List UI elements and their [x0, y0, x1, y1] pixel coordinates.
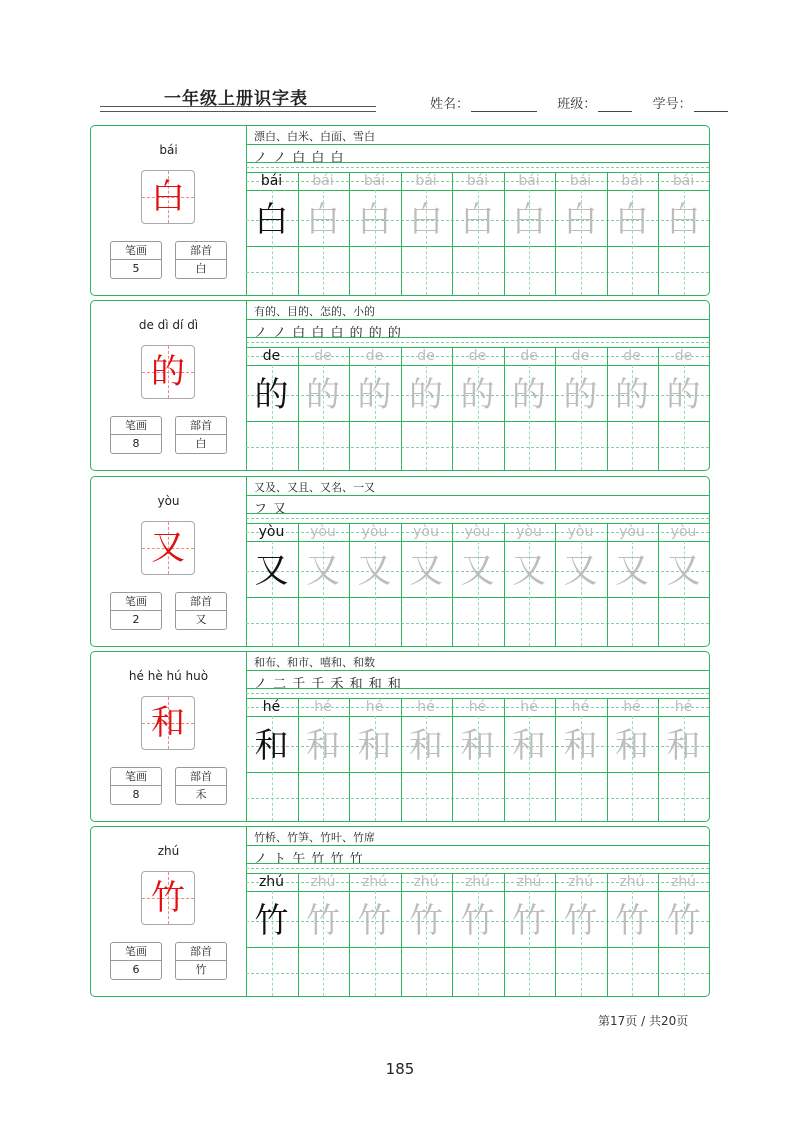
practice-pinyin: yòu	[464, 524, 491, 540]
practice-char[interactable]: 白	[563, 200, 598, 240]
char-glyph: 白	[151, 177, 185, 217]
char-pinyin: zhú	[157, 844, 180, 858]
practice-char[interactable]: 又	[615, 551, 649, 591]
char-pinyin: yòu	[157, 494, 180, 508]
practice-char: 的	[254, 375, 289, 415]
practice-char[interactable]: 和	[306, 726, 340, 766]
radical-box	[175, 416, 227, 454]
char-glyph: 竹	[151, 878, 185, 918]
char-card	[90, 476, 710, 647]
char-box	[141, 521, 195, 575]
radical-value: 禾	[195, 788, 207, 801]
page-number: 185	[385, 1060, 415, 1078]
stroke-count-value: 8	[132, 437, 140, 450]
student-info	[430, 93, 728, 112]
practice-pinyin: yòu	[258, 524, 285, 540]
stroke-order: フ 又	[254, 502, 288, 517]
practice-pinyin: yòu	[361, 524, 388, 540]
practice-pinyin: zhú	[567, 874, 594, 890]
practice-pinyin: de	[623, 348, 641, 364]
practice-char[interactable]: 竹	[512, 901, 546, 941]
char-pinyin: bái	[159, 143, 178, 157]
name-field[interactable]	[471, 99, 537, 112]
practice-char[interactable]: 竹	[460, 901, 495, 941]
practice-pinyin: hé	[314, 699, 332, 715]
stroke-count-label: 笔画	[111, 242, 161, 260]
practice-char[interactable]: 和	[666, 726, 701, 766]
practice-pinyin: hé	[365, 699, 384, 715]
char-card	[90, 826, 710, 997]
char-box	[141, 170, 195, 224]
practice-pinyin: bái	[569, 173, 592, 189]
practice-char[interactable]: 又	[306, 551, 340, 591]
practice-pinyin: hé	[262, 699, 281, 715]
practice-pinyin: hé	[468, 699, 487, 715]
stroke-count-box	[110, 416, 162, 454]
practice-char[interactable]: 竹	[563, 901, 598, 941]
char-card	[90, 125, 710, 296]
grid-line	[246, 337, 709, 338]
practice-pinyin: bái	[466, 173, 489, 189]
char-glyph: 又	[151, 528, 185, 568]
grid-line	[246, 144, 709, 145]
practice-char[interactable]: 和	[615, 726, 649, 766]
example-words: 和布、和市、嘻和、和数	[254, 656, 375, 669]
class-field[interactable]	[598, 99, 632, 112]
practice-char: 白	[254, 200, 289, 240]
practice-pinyin: yòu	[310, 524, 336, 540]
radical-value: 白	[195, 437, 207, 450]
practice-pinyin: zhú	[670, 874, 697, 890]
practice-pinyin: yòu	[516, 524, 542, 540]
char-card	[90, 651, 710, 822]
title-underline	[100, 106, 376, 112]
practice-char: 竹	[254, 901, 289, 941]
practice-pinyin: hé	[674, 699, 693, 715]
number-field[interactable]	[694, 99, 728, 112]
name-label: 姓名：	[430, 97, 470, 112]
char-box	[141, 696, 195, 750]
radical-value: 白	[195, 262, 207, 275]
radical-label: 部首	[176, 417, 226, 435]
stroke-count-value: 6	[132, 963, 140, 976]
char-card	[90, 300, 710, 471]
practice-pinyin: zhú	[413, 874, 439, 890]
grid-dash	[246, 342, 709, 343]
grid-dash	[246, 868, 709, 869]
practice-pinyin: yòu	[619, 524, 645, 540]
radical-value: 又	[195, 613, 207, 626]
grid-line	[246, 688, 709, 689]
stroke-count-value: 8	[132, 788, 140, 801]
number-label: 学号：	[652, 97, 692, 112]
practice-char[interactable]: 又	[409, 551, 443, 591]
practice-char[interactable]: 和	[409, 726, 443, 766]
practice-pinyin: bái	[621, 173, 643, 189]
practice-pinyin: bái	[363, 173, 386, 189]
practice-char[interactable]: 白	[460, 200, 495, 240]
practice-pinyin: de	[674, 348, 693, 364]
practice-char[interactable]: 又	[512, 551, 546, 591]
char-box	[141, 345, 195, 399]
stroke-count-box	[110, 942, 162, 980]
practice-char[interactable]: 和	[512, 726, 546, 766]
practice-char[interactable]: 竹	[306, 901, 340, 941]
grid-line	[246, 670, 709, 671]
practice-char[interactable]: 和	[460, 726, 495, 766]
practice-pinyin: yòu	[413, 524, 439, 540]
stroke-order: ノ ノ 白 白 白	[254, 151, 345, 166]
practice-char[interactable]: 的	[512, 375, 546, 415]
example-words: 又及、又且、又名、一又	[254, 481, 375, 494]
grid-dash	[246, 167, 709, 168]
char-pinyin: de dì dí dì	[138, 318, 199, 332]
stroke-count-box	[110, 241, 162, 279]
practice-char[interactable]: 的	[357, 375, 392, 415]
page-info: 第17页 / 共20页	[598, 1014, 689, 1028]
grid-line	[246, 845, 709, 846]
radical-box	[175, 592, 227, 630]
practice-char[interactable]: 的	[409, 375, 443, 415]
practice-char[interactable]: 白	[512, 200, 546, 240]
practice-pinyin: de	[520, 348, 538, 364]
practice-char[interactable]: 竹	[666, 901, 701, 941]
grid-line	[246, 513, 709, 514]
char-box	[141, 871, 195, 925]
practice-pinyin: bái	[672, 173, 695, 189]
practice-pinyin: de	[571, 348, 590, 364]
practice-pinyin: zhú	[619, 874, 645, 890]
practice-char[interactable]: 和	[563, 726, 598, 766]
practice-char[interactable]: 竹	[357, 901, 392, 941]
stroke-order: ノ ト 午 竹 竹 竹	[254, 852, 364, 867]
practice-char[interactable]: 又	[563, 551, 598, 591]
stroke-order: ノ ノ 白 白 白 的 的 的	[254, 326, 402, 341]
practice-char[interactable]: 白	[357, 200, 392, 240]
grid-line	[246, 162, 709, 163]
practice-pinyin: bái	[312, 173, 334, 189]
grid-dash	[246, 693, 709, 694]
stroke-count-label: 笔画	[111, 768, 161, 786]
practice-pinyin: hé	[417, 699, 435, 715]
practice-char[interactable]: 白	[615, 200, 649, 240]
radical-label: 部首	[176, 242, 226, 260]
practice-pinyin: zhú	[516, 874, 542, 890]
practice-char[interactable]: 白	[306, 200, 340, 240]
practice-char: 和	[254, 726, 289, 766]
practice-pinyin: de	[468, 348, 487, 364]
practice-char[interactable]: 的	[615, 375, 649, 415]
practice-char[interactable]: 的	[666, 375, 701, 415]
class-label: 班级：	[557, 97, 597, 112]
example-words: 漂白、白米、白面、雪白	[254, 130, 375, 143]
practice-pinyin: de	[365, 348, 384, 364]
practice-char[interactable]: 的	[563, 375, 598, 415]
practice-char[interactable]: 白	[409, 200, 443, 240]
practice-pinyin: hé	[571, 699, 590, 715]
stroke-count-label: 笔画	[111, 943, 161, 961]
grid-line	[246, 319, 709, 320]
grid-line	[246, 863, 709, 864]
radical-box	[175, 767, 227, 805]
practice-pinyin: zhú	[258, 874, 285, 890]
practice-pinyin: bái	[260, 173, 283, 189]
practice-pinyin: de	[314, 348, 332, 364]
stroke-count-box	[110, 592, 162, 630]
grid-line	[246, 495, 709, 496]
practice-char[interactable]: 又	[357, 551, 392, 591]
practice-pinyin: yòu	[670, 524, 697, 540]
practice-pinyin: yòu	[567, 524, 594, 540]
stroke-count-label: 笔画	[111, 593, 161, 611]
radical-value: 竹	[195, 963, 207, 976]
practice-pinyin: bái	[415, 173, 437, 189]
practice-char[interactable]: 竹	[615, 901, 649, 941]
char-glyph: 和	[151, 703, 185, 743]
example-words: 有的、目的、怎的、小的	[254, 305, 375, 318]
practice-char: 又	[254, 551, 289, 591]
practice-char[interactable]: 竹	[409, 901, 443, 941]
practice-char[interactable]: 又	[666, 551, 701, 591]
practice-pinyin: zhú	[361, 874, 388, 890]
grid-dash	[246, 518, 709, 519]
stroke-count-value: 5	[132, 262, 140, 275]
radical-label: 部首	[176, 768, 226, 786]
char-pinyin: hé hè hú huò	[128, 669, 209, 683]
example-words: 竹桥、竹笋、竹叶、竹席	[254, 831, 375, 844]
practice-pinyin: de	[417, 348, 435, 364]
practice-pinyin: zhú	[310, 874, 336, 890]
practice-pinyin: zhú	[464, 874, 491, 890]
practice-char[interactable]: 的	[460, 375, 495, 415]
stroke-order: ノ 二 千 千 禾 和 和 和	[254, 677, 402, 692]
stroke-count-box	[110, 767, 162, 805]
practice-char[interactable]: 白	[666, 200, 701, 240]
char-glyph: 的	[151, 352, 185, 392]
stroke-count-value: 2	[132, 613, 140, 626]
practice-pinyin: bái	[518, 173, 540, 189]
radical-box	[175, 942, 227, 980]
practice-pinyin: hé	[520, 699, 538, 715]
radical-label: 部首	[176, 943, 226, 961]
practice-char[interactable]: 和	[357, 726, 392, 766]
radical-box	[175, 241, 227, 279]
practice-char[interactable]: 的	[306, 375, 340, 415]
practice-pinyin: de	[262, 348, 281, 364]
stroke-count-label: 笔画	[111, 417, 161, 435]
practice-pinyin: hé	[623, 699, 641, 715]
practice-char[interactable]: 又	[460, 551, 495, 591]
radical-label: 部首	[176, 593, 226, 611]
page-title: 一年级上册识字表	[164, 89, 308, 109]
